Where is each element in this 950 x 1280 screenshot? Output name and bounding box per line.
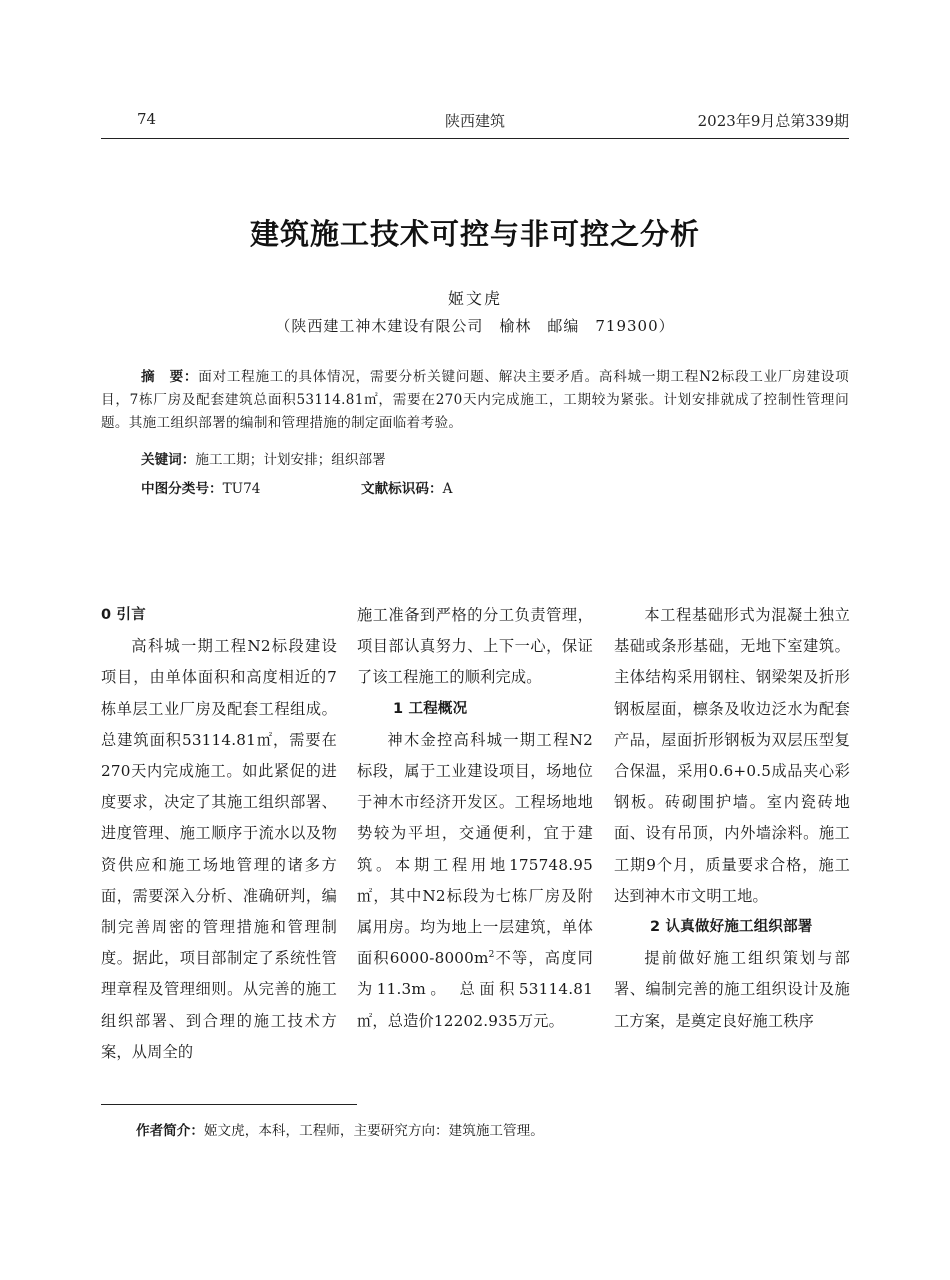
footnote-rule	[101, 1104, 357, 1105]
doc-code-value: A	[442, 481, 453, 497]
section-heading-2: 2 认真做好施工组织部署	[650, 919, 813, 936]
section-heading-0: 0 引言	[101, 607, 146, 623]
keywords-label: 关键词：	[141, 452, 196, 468]
body-column-1	[101, 600, 337, 1068]
clc-label: 中图分类号：	[141, 481, 223, 497]
overview-text-b: 不等，高度同为11.3m。 总面积53114.81㎡，总造价12202.935万元。	[357, 949, 593, 1030]
overview-paragraph-1	[357, 725, 593, 1037]
journal-name: 陕西建筑	[444, 112, 505, 130]
overview-text-a: 神木金控高科城一期工程N2标段，属于工业建设项目，场地位于神木市经济开发区。工程场地地势较为平坦，交通便利，宜于建筑。本期工程用地175748.95㎡，其中N2标段为七栋厂房及附属用房。均为地上一层建筑，单体面积6000-8000m	[357, 730, 593, 968]
superscript: 2	[488, 950, 495, 961]
intro-paragraph: 高科城一期工程N2标段建设项目，由单体面积和高度相近的7栋单层工业厂房及配套工程组成。总建筑面积53114.81㎡，需要在270天内完成施工。如此紧促的进度要求，决定了其施工组织部署、进度管理、施工顺序于流水以及物资供应和施工场地管理的诸多方面，需要深入分析、准确研判，编制完善周密的管理措施和管理制度。据此，项目部制定了系统性管理章程及管理细则。从完善的施工组织部署、到合理的施工技术方案，从周全的	[101, 637, 337, 1061]
issue-info: 2023年9月总第339期	[697, 112, 849, 130]
section-heading-1: 1 工程概况	[393, 700, 468, 717]
abstract-label: 摘 要：	[141, 369, 199, 385]
article-title: 建筑施工技术可控与非可控之分析	[249, 217, 700, 251]
abstract-text: 面对工程施工的具体情况，需要分析关键问题、解决主要矛盾。高科城一期工程N2标段工业厂房建设项目，7栋厂房及配套建筑总面积53114.81㎡，需要在270天内完成施工，工期较为紧张。计划安排就成了控制性管理问题。其施工组织部署的编制和管理措施的制定面临着考验。	[101, 369, 850, 431]
page-number: 74	[137, 110, 157, 128]
clc-value: TU74	[222, 481, 261, 497]
keywords	[141, 449, 386, 472]
footnote-label: 作者简介：	[136, 1123, 204, 1139]
organization-paragraph: 提前做好施工组织策划与部署、编制完善的施工组织设计及施工方案，是奠定良好施工秩序	[614, 949, 850, 1030]
author-affiliation: （陕西建工神木建设有限公司 榆林 邮编 719300）	[275, 317, 675, 335]
document-code	[361, 478, 452, 501]
body-column-3	[614, 600, 850, 1037]
abstract	[101, 366, 849, 435]
intro-paragraph-continued: 施工准备到严格的分工负责管理，项目部认真努力、上下一心，保证了该工程施工的顺利完成。	[357, 606, 593, 687]
running-header	[101, 104, 849, 139]
keywords-text: 施工工期；计划安排；组织部署	[195, 452, 386, 468]
classification-row	[141, 478, 641, 501]
doc-code-label: 文献标识码：	[361, 481, 443, 497]
footnote-text: 姬文虎，本科，工程师，主要研究方向：建筑施工管理。	[203, 1123, 544, 1139]
author-footnote	[136, 1120, 544, 1142]
author-name: 姬文虎	[447, 289, 502, 308]
body-column-2	[357, 600, 593, 1037]
overview-paragraph-2: 本工程基础形式为混凝土独立基础或条形基础，无地下室建筑。主体结构采用钢柱、钢梁架及折形钢板屋面，檩条及收边泛水为配套产品，屋面折形钢板为双层压型复合保温，采用0.6+0.5成品夹心彩钢板。砖砌围护墙。室内瓷砖地面、设有吊顶，内外墙涂料。施工工期9个月，质量要求合格，施工达到神木市文明工地。	[614, 606, 850, 905]
